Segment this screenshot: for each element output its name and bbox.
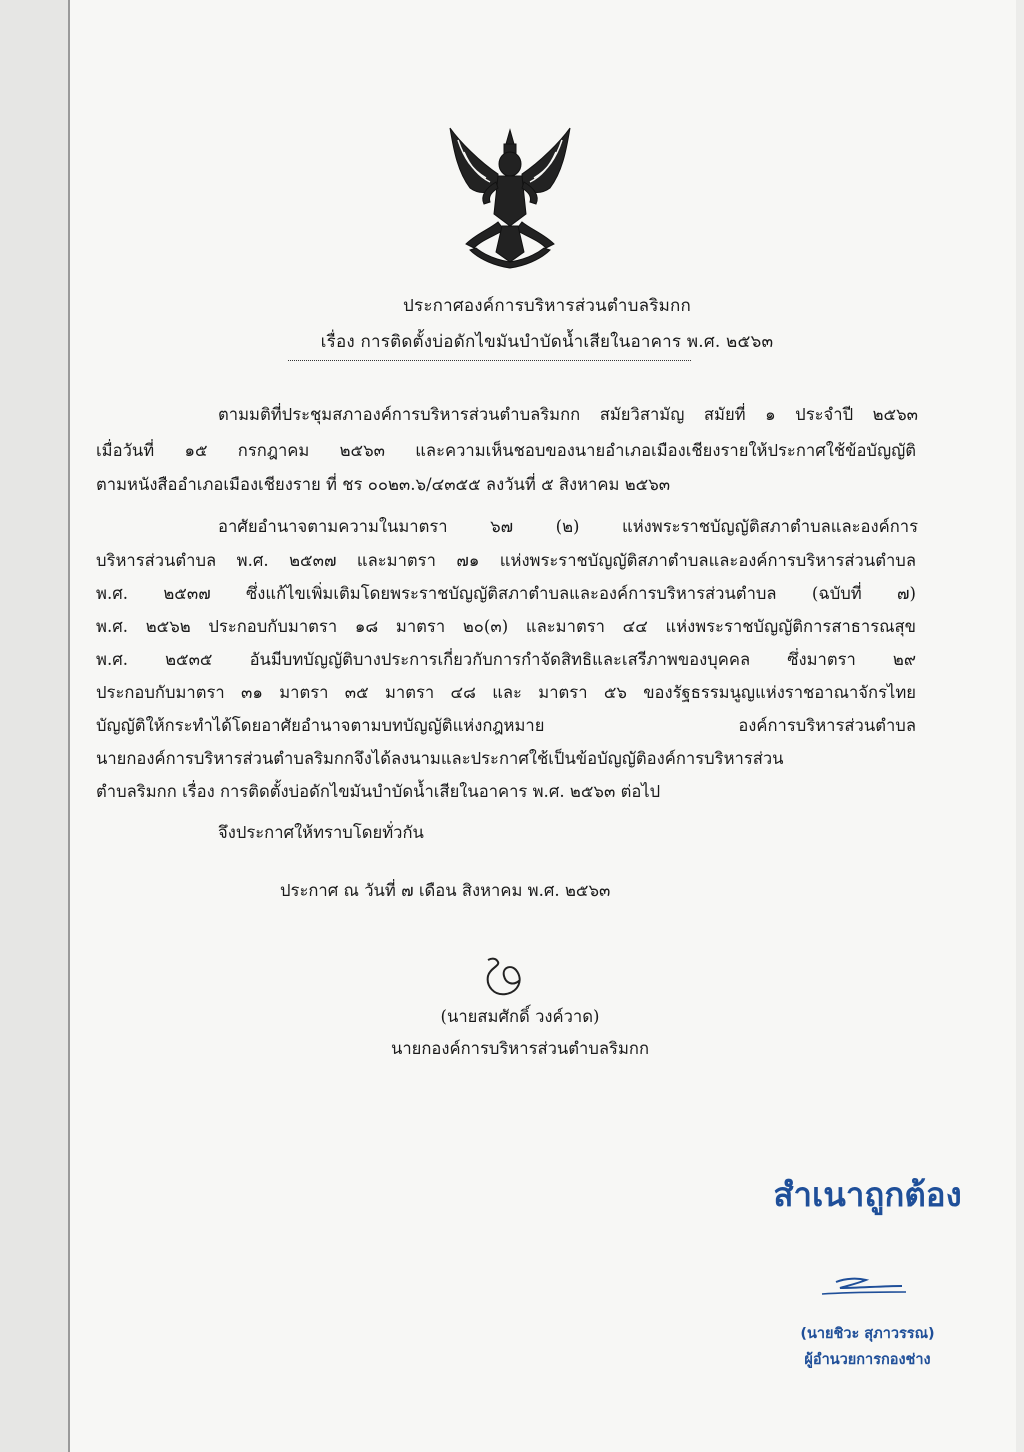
paragraph-1-line: ตามหนังสืออำเภอเมืองเชียงราย ที่ ชร ๐๐๒๓.๖/๔๓๕๕ ลงวันที่ ๕ สิงหาคม ๒๕๖๓	[96, 475, 671, 494]
signatory-position: นายกองค์การบริหารส่วนตำบลริมกก	[390, 1039, 650, 1058]
announcement-text: จึงประกาศให้ทราบโดยทั่วกัน	[218, 823, 424, 842]
dotted-separator	[288, 360, 691, 361]
paragraph-2-line: บริหารส่วนตำบล พ.ศ. ๒๕๓๗ และมาตรา ๗๑ แห่งพระราชบัญญัติสภาตำบลและองค์การบริหารส่วนตำบล	[96, 551, 916, 570]
page-edge-line	[68, 0, 70, 1452]
certifier-signature	[810, 1274, 910, 1300]
paragraph-2-line: นายกองค์การบริหารส่วนตำบลริมกกจึงได้ลงนามและประกาศใช้เป็นข้อบัญญัติองค์การบริหารส่วน	[96, 749, 784, 768]
announcement-date: ประกาศ ณ วันที่ ๗ เดือน สิงหาคม พ.ศ. ๒๕๖๓	[280, 881, 611, 900]
page-right-margin	[1016, 0, 1024, 1452]
page-left-margin	[0, 0, 70, 1452]
paragraph-2-line: ประกอบกับมาตรา ๓๑ มาตรา ๓๕ มาตรา ๔๘ และ มาตรา ๕๖ ของรัฐธรรมนูญแห่งราชอาณาจักรไทย	[96, 683, 916, 702]
paragraph-1-line: ตามมติที่ประชุมสภาองค์การบริหารส่วนตำบลริมกก สมัยวิสามัญ สมัยที่ ๑ ประจำปี ๒๕๖๓	[218, 405, 918, 424]
paragraph-2-line: อาศัยอำนาจตามความในมาตรา ๖๗ (๒) แห่งพระราชบัญญัติสภาตำบลและองค์การ	[218, 517, 918, 536]
certifier-position: ผู้อำนวยการกองช่าง	[804, 1352, 931, 1368]
certifier-name: (นายชิวะ สุภาวรรณ)	[800, 1326, 935, 1342]
paragraph-2-line: พ.ศ. ๒๕๓๗ ซึ่งแก้ไขเพิ่มเติมโดยพระราชบัญญัติสภาตำบลและองค์การบริหารส่วนตำบล (ฉบับที่ ๗)	[96, 584, 916, 603]
paragraph-1-line: เมื่อวันที่ ๑๕ กรกฎาคม ๒๕๖๓ และความเห็นชอบของนายอำเภอเมืองเชียงรายให้ประกาศใช้ข้อบัญญัติ	[96, 441, 916, 460]
paragraph-2-line: บัญญัติให้กระทำได้โดยอาศัยอำนาจตามบทบัญญัติแห่งกฎหมาย องค์การบริหารส่วนตำบล	[96, 716, 916, 735]
paragraph-2-line: พ.ศ. ๒๕๖๒ ประกอบกับมาตรา ๑๘ มาตรา ๒๐(๓) และมาตรา ๔๔ แห่งพระราชบัญญัติการสาธารณสุข	[96, 617, 916, 636]
paragraph-2-line: พ.ศ. ๒๕๓๕ อันมีบทบัญญัติบางประการเกี่ยวกับการกำจัดสิทธิและเสรีภาพของบุคคล ซึ่งมาตรา ๒๙	[96, 650, 916, 669]
handwritten-signature	[478, 956, 532, 1000]
document-subject: เรื่อง การติดตั้งบ่อดักไขมันบำบัดน้ำเสียในอาคาร พ.ศ. ๒๕๖๓	[320, 332, 774, 352]
paragraph-2-line: ตำบลริมกก เรื่อง การติดตั้งบ่อดักไขมันบำบัดน้ำเสียในอาคาร พ.ศ. ๒๕๖๓ ต่อไป	[96, 782, 661, 801]
garuda-emblem-icon	[440, 122, 580, 272]
certified-copy-stamp: สำเนาถูกต้อง	[773, 1175, 962, 1214]
signatory-name: (นายสมศักดิ์ วงค์วาด)	[440, 1007, 600, 1026]
document-title: ประกาศองค์การบริหารส่วนตำบลริมกก	[403, 296, 691, 316]
